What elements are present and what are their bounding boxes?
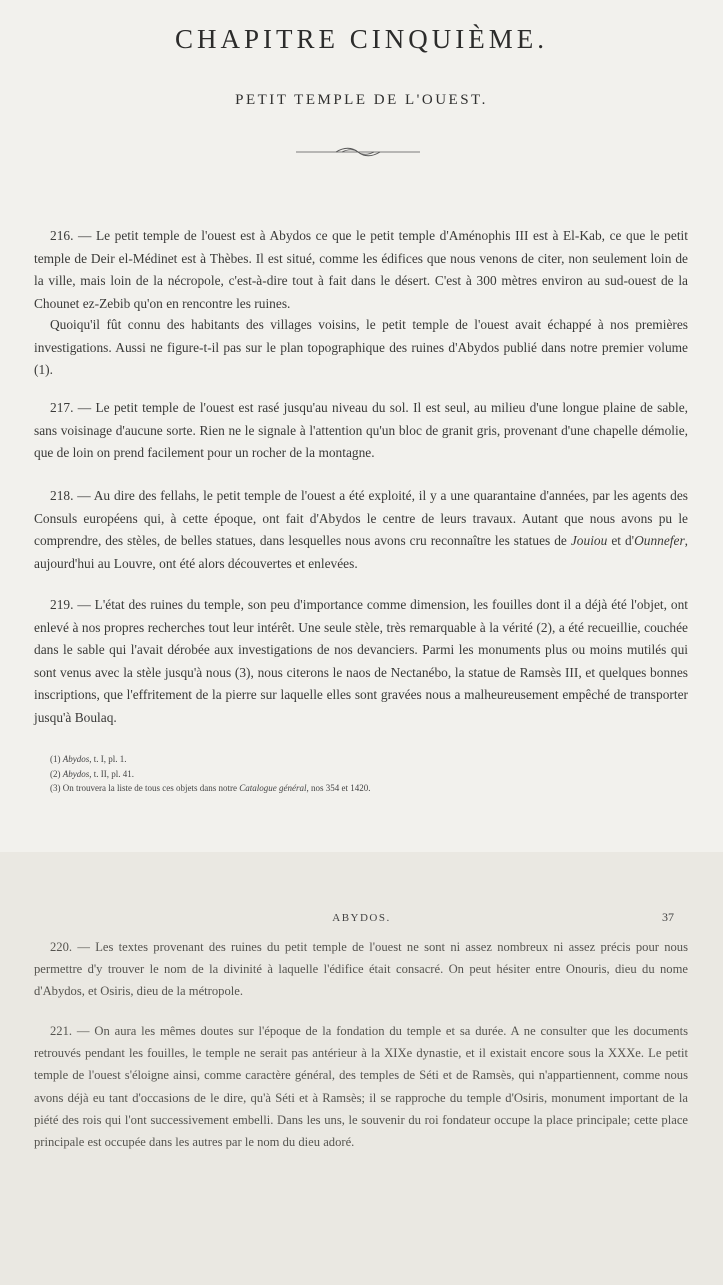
chapter-title: CHAPITRE CINQUIÈME. <box>175 24 548 54</box>
footnote-ref: , t. I, pl. 1. <box>89 754 127 764</box>
paragraph-text: — Le petit temple de l'ouest est rasé jusqu'au niveau du sol. Il est seul, au milieu d'une longue plaine de sable, sans voisinage d'aucune sorte. Rien ne le signale à l'attention qu'un bloc de granit gris, provenant d'une chapelle démolie, que de loin on prend facilement pour un rocher de la montagne. <box>34 400 688 460</box>
paragraph-219 <box>34 594 688 729</box>
footnote-marker: (1) <box>50 754 61 764</box>
paragraph-217 <box>34 397 688 465</box>
page-number: 37 <box>662 910 674 924</box>
paragraph-text: et d' <box>611 533 635 548</box>
paragraph-216 <box>34 225 688 315</box>
paragraph-number: 221. <box>50 1024 73 1038</box>
footnote-title: Catalogue général <box>239 783 307 793</box>
paragraph-221 <box>34 1020 688 1153</box>
paragraph-text: — L'état des ruines du temple, son peu d'importance comme dimension, les fouilles dont il a déjà été l'objet, ont enlevé à nos propres recherches tout leur intérêt. Une seule stèle, très remarquable à la vérité (2), a été recueillie, couchée dans le sable qui l'avait dérobée aux investigations de nos devanciers. Parmi les monuments plus ou moins mutilés qui sont venus avec la stèle jusqu'à nous (3), nous citerons le naos de Nectanébo, la statue de Ramsès III, et quelques bonnes inscriptions, que l'effritement de la pierre sur laquelle elles sont gravées nous a malheureusement empêché de transporter jusqu'à Boulaq. <box>34 597 688 725</box>
name-jouiou: Jouiou <box>570 533 608 548</box>
footnote-ref: , nos 354 et 1420. <box>306 783 371 793</box>
paragraph-text: — Au dire des fellahs, le petit temple de l'ouest a été exploité, il y a une quarantaine d'années, par les agents des Consuls européens qui, à cette époque, ont fait d'Abydos le centre de leurs travaux. Autant que nous avons pu le comprendre, des stèles, de belles statues, dans lesquelles nous avons cru reconnaître les statues de <box>34 488 688 548</box>
paragraph-220 <box>34 936 688 1003</box>
footnote-title: Abydos <box>62 754 90 764</box>
name-ounnefer: Ounnefer <box>634 533 685 548</box>
paragraph-text: — On aura les mêmes doutes sur l'époque de la fondation du temple et sa durée. A ne consulter que les documents retrouvés pendant les fouilles, le temple ne serait pas antérieur à la XIXe dynastie, et il existait encore sous la XXXe. Le petit temple de l'ouest s'éloigne ainsi, comme caractère général, des temples de Séti et de Ramsès, qui n'appartiennent, comme nous avons déjà eu tant d'occasions de le dire, qu'à Séti et à Ramsès; il se rapproche du temple d'Osiris, monument important de la piété des rois qui l'ont successivement embelli. Dans les uns, le souvenir du roi fondateur occupe la place principale; cette place principale est occupée dans les autres par le nom du dieu adoré. <box>34 1024 688 1150</box>
footnote-1 <box>50 752 370 767</box>
footnote-marker: (2) <box>50 768 61 779</box>
footnote-2 <box>50 767 370 782</box>
footnotes <box>50 752 370 796</box>
paragraph-218 <box>34 485 688 575</box>
paragraph-number: 217. <box>50 400 74 415</box>
running-head: ABYDOS. <box>332 912 391 924</box>
paragraph-216-continuation: Quoiqu'il fût connu des habitants des villages voisins, le petit temple de l'ouest avait échappé à nos premières investigations. Aussi ne figure-t-il pas sur le plan topographique des ruines d'Abydos publié dans notre premier volume (1). <box>34 317 688 377</box>
footnote-marker: (3) <box>50 783 61 793</box>
paragraph-number: 219. <box>50 597 74 612</box>
paragraph-number: 216. <box>50 228 74 243</box>
paragraph-number: 218. <box>50 488 74 503</box>
paragraph-text: , aujourd'hui au Louvre, ont été alors découvertes et enlevées. <box>34 533 689 571</box>
paragraph-text: — Les textes provenant des ruines du petit temple de l'ouest ne sont ni assez nombreux ni assez précis pour nous permettre d'y trouver le nom de la divinité à laquelle l'édifice était consacré. On peut hésiter entre Onouris, dieu du nome d'Abydos, et Osiris, dieu de la métropole. <box>34 940 688 999</box>
section-title: PETIT TEMPLE DE L'OUEST. <box>235 92 488 108</box>
footnote-title: Abydos <box>62 768 90 779</box>
footnote-3 <box>50 781 370 796</box>
footnote-ref: , t. II, pl. 41. <box>89 768 134 779</box>
ornament-divider-icon <box>296 146 420 158</box>
paragraph-text: — Le petit temple de l'ouest est à Abydos ce que le petit temple d'Aménophis III est à El-Kab, ce que le petit temple de Deir el-Médinet est à Thèbes. Il est situé, comme les édifices que nous venons de citer, non seulement loin de la ville, mais loin de la nécropole, c'est-à-dire tout à fait dans le désert. C'est à 300 mètres environ au sud-ouest de la Chounet ez-Zebib qu'on en rencontre les ruines. <box>34 228 688 311</box>
footnote-text: On trouvera la liste de tous ces objets dans notre <box>62 783 237 793</box>
paragraph-number: 220. <box>50 940 73 954</box>
